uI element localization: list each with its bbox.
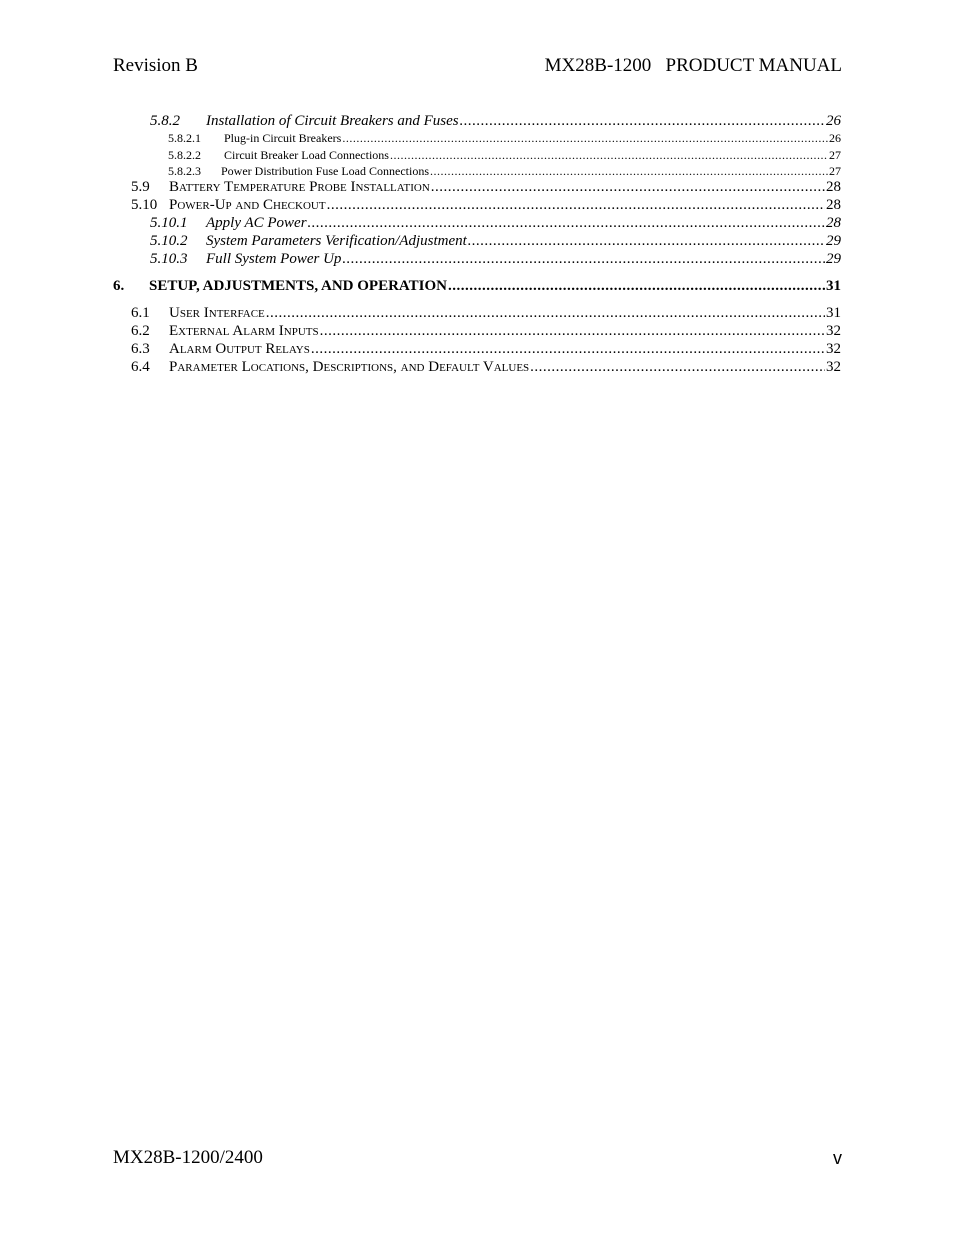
toc-entry[interactable] [0, 214, 841, 232]
toc-number: 5.9 [131, 179, 150, 195]
toc-number: 5.10 [131, 197, 158, 213]
toc-leader [266, 304, 825, 322]
toc-leader [468, 232, 825, 250]
toc-title: SETUP, ADJUSTMENTS, AND OPERATION [149, 278, 447, 294]
toc-title: External Alarm Inputs [169, 323, 319, 339]
toc-entry[interactable] [0, 358, 841, 376]
toc-leader [308, 214, 825, 232]
toc-page: 32 [826, 359, 841, 375]
toc-title: System Parameters Verification/Adjustment [206, 233, 467, 249]
toc-page: 27 [829, 148, 841, 162]
toc-title: Parameter Locations, Descriptions, and Default Values [169, 359, 530, 375]
toc-number: 5.10.2 [150, 233, 188, 249]
toc-entry[interactable] [0, 304, 841, 322]
toc-entry[interactable] [0, 147, 841, 163]
toc-number: 5.10.1 [150, 215, 188, 231]
manual-title: MX28B-1200 PRODUCT MANUAL [544, 55, 842, 76]
toc-number: 5.8.2.2 [168, 148, 201, 162]
toc-leader [448, 277, 825, 295]
toc-page: 31 [826, 278, 841, 294]
toc-page: 32 [826, 323, 841, 339]
toc-title: Plug-in Circuit Breakers [224, 131, 342, 145]
toc-leader [431, 178, 825, 196]
toc-title: User Interface [169, 305, 265, 321]
toc-leader [390, 147, 828, 163]
toc-number: 5.8.2.3 [168, 164, 201, 178]
toc-entry[interactable] [0, 322, 841, 340]
toc-entry[interactable] [0, 130, 841, 146]
toc-leader [342, 130, 828, 146]
toc-page: 28 [826, 215, 841, 231]
toc-page: 28 [826, 197, 841, 213]
toc-leader [530, 358, 825, 376]
toc-number: 5.8.2.1 [168, 131, 201, 145]
revision-label: Revision B [113, 55, 198, 76]
toc-entry[interactable] [0, 196, 841, 214]
toc-number: 6. [113, 278, 125, 294]
toc-title: Battery Temperature Probe Installation [169, 179, 430, 195]
toc-title: Power-Up and Checkout [169, 197, 326, 213]
toc-page: 26 [829, 131, 841, 145]
toc-title: Full System Power Up [206, 251, 342, 267]
toc-number: 6.4 [131, 359, 150, 375]
toc-page: 29 [826, 251, 841, 267]
toc-entry[interactable] [0, 250, 841, 268]
toc-title: Apply AC Power [206, 215, 307, 231]
toc-number: 5.10.3 [150, 251, 188, 267]
toc-number: 6.3 [131, 341, 150, 357]
toc-leader [327, 196, 825, 214]
toc-entry[interactable] [0, 277, 841, 295]
toc-page: 32 [826, 341, 841, 357]
toc-leader [430, 163, 828, 179]
toc-number: 6.2 [131, 323, 150, 339]
toc-entry[interactable] [0, 232, 841, 250]
toc-page: 27 [829, 164, 841, 178]
toc-page: 28 [826, 179, 841, 195]
toc-title: Installation of Circuit Breakers and Fuses [206, 113, 459, 129]
toc-entry[interactable] [0, 112, 841, 130]
toc-leader [320, 322, 825, 340]
toc-leader [460, 112, 825, 130]
toc-entry[interactable] [0, 340, 841, 358]
toc-page: 26 [826, 113, 841, 129]
toc-number: 6.1 [131, 305, 150, 321]
toc-title: Power Distribution Fuse Load Connections [221, 164, 429, 178]
toc-title: Alarm Output Relays [169, 341, 310, 357]
toc-leader [311, 340, 825, 358]
toc-entry[interactable] [0, 163, 841, 179]
toc-entry[interactable] [0, 178, 841, 196]
model-label: MX28B-1200/2400 [113, 1147, 263, 1168]
page-number: v [833, 1148, 842, 1168]
toc-page: 31 [826, 305, 841, 321]
toc-number: 5.8.2 [150, 113, 180, 129]
toc-title: Circuit Breaker Load Connections [224, 148, 389, 162]
toc-page: 29 [826, 233, 841, 249]
toc-leader [342, 250, 825, 268]
